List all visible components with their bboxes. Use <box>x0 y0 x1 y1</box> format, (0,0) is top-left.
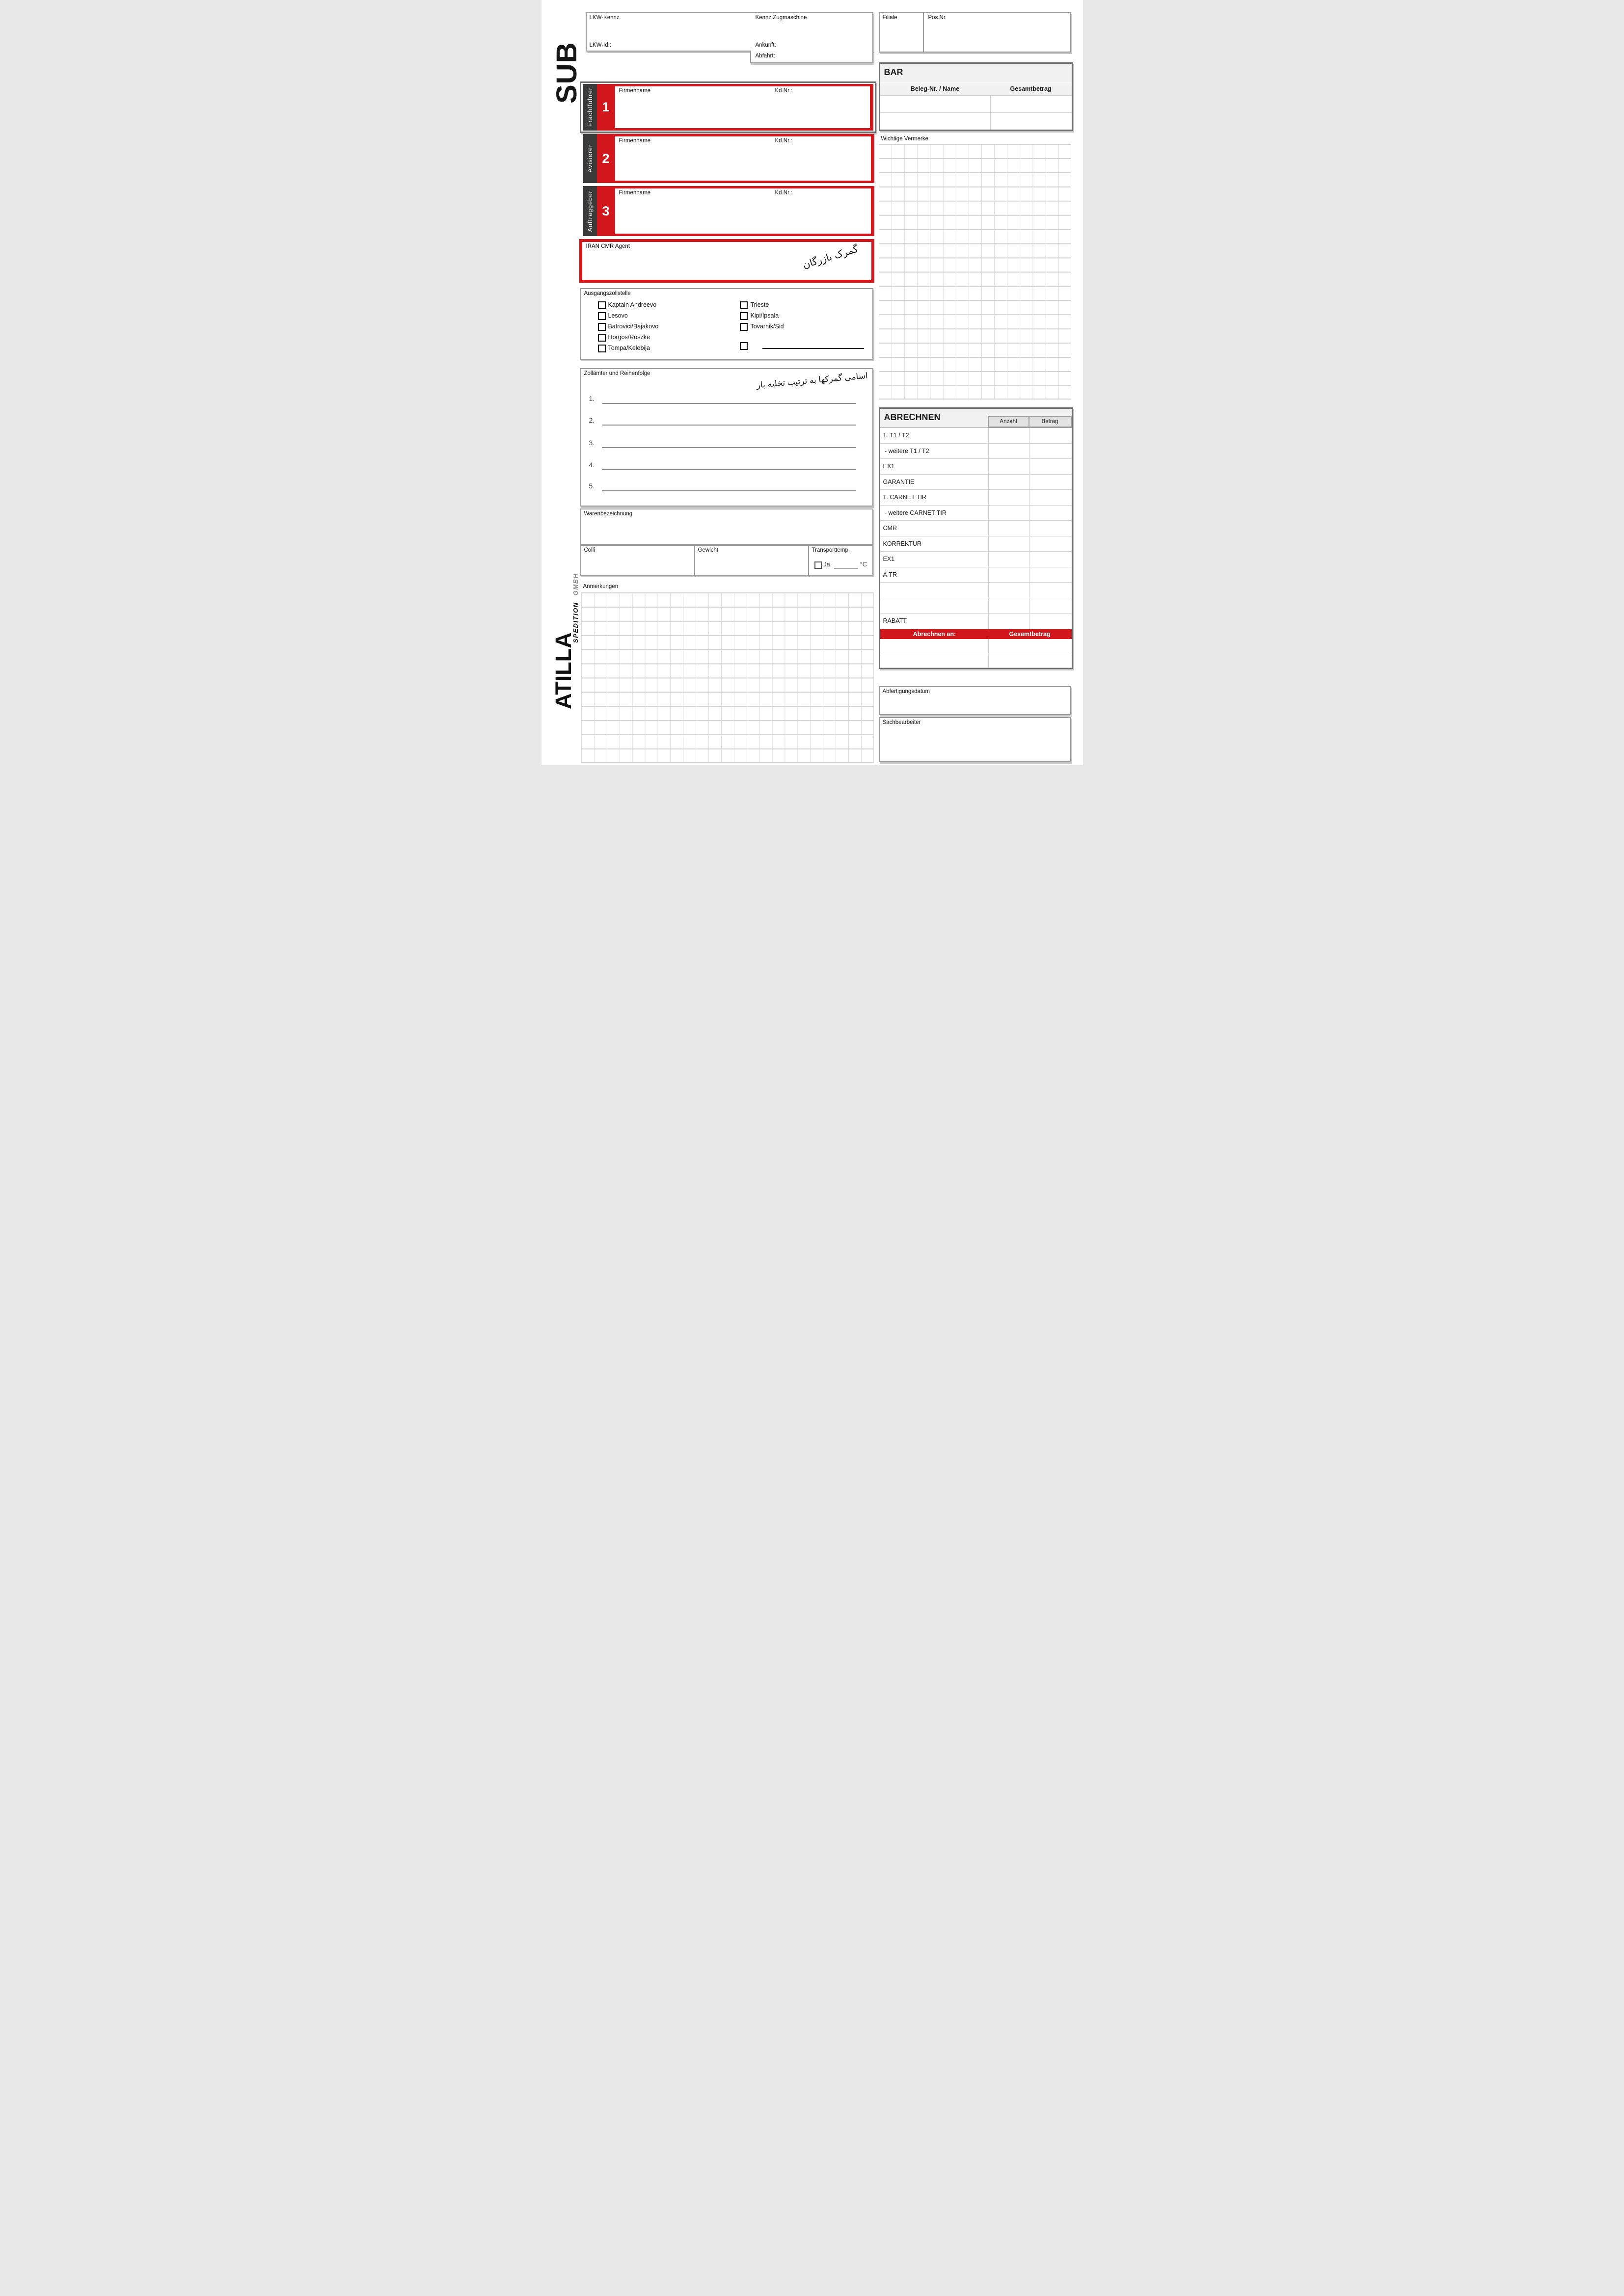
checkbox-label: Batrovici/Bajakovo <box>608 323 659 330</box>
abrechnen-body <box>880 427 1072 667</box>
betrag-cell[interactable] <box>1029 428 1072 443</box>
abrechnen-title: ABRECHNEN <box>884 412 941 422</box>
firmenname-label: Firmenname <box>619 190 651 196</box>
abrechnen-row-label: 1. CARNET TIR <box>883 494 926 501</box>
betrag-cell[interactable] <box>1029 475 1072 490</box>
abfahrt-label: Abfahrt: <box>755 53 775 59</box>
gmbh-text: GMBH <box>571 573 579 596</box>
betrag-cell[interactable] <box>1029 459 1072 474</box>
checkbox-kaptain-andreevo[interactable] <box>598 301 606 309</box>
party-number-2: 2 <box>602 151 610 166</box>
abrechnen-box <box>879 407 1073 669</box>
transporttemp-label: Transporttemp. <box>812 547 850 553</box>
colli-box[interactable] <box>580 545 695 576</box>
betrag-cell[interactable] <box>1029 614 1072 629</box>
abrechnen-row-label: - weitere T1 / T2 <box>883 447 929 454</box>
auftraggeber-tab-label: Auftraggeber <box>586 190 594 232</box>
anzahl-cell[interactable] <box>988 521 1029 536</box>
zoll-line-number: 4. <box>589 461 595 469</box>
anmerkungen-label: Anmerkungen <box>583 584 619 589</box>
anzahl-cell[interactable] <box>988 428 1029 443</box>
party-number-1: 1 <box>602 100 610 114</box>
filiale-label: Filiale <box>882 15 897 21</box>
sub-logo: SUB <box>550 42 583 104</box>
gewicht-label: Gewicht <box>698 547 719 553</box>
anzahl-cell[interactable] <box>988 598 1029 614</box>
anzahl-cell[interactable] <box>988 475 1029 490</box>
betrag-cell[interactable] <box>1029 552 1072 567</box>
checkbox-label: Lesovo <box>608 312 628 319</box>
zollaemter-label: Zollämter und Reihenfolge <box>584 371 650 376</box>
anzahl-cell[interactable] <box>988 444 1029 459</box>
checkbox-tompa-kelebija[interactable] <box>598 345 606 352</box>
abrechnen-header <box>880 409 1072 427</box>
lkw-kennz-label: LKW-Kennz. <box>589 15 621 21</box>
party-avisierer <box>583 134 874 183</box>
abrechnen-an-cell[interactable] <box>880 639 988 655</box>
kd-nr-label: Kd.Nr.: <box>775 138 792 144</box>
kd-nr-label: Kd.Nr.: <box>775 190 792 196</box>
abrechnen-row <box>880 552 1072 567</box>
atilla-logo-sub <box>572 542 580 643</box>
ankunft-label: Ankunft: <box>755 42 776 48</box>
bar-col-amount: Gesamtbetrag <box>1010 85 1052 92</box>
betrag-cell[interactable] <box>1029 536 1072 552</box>
gesamtbetrag-cell[interactable] <box>988 639 1072 655</box>
anzahl-cell[interactable] <box>988 536 1029 552</box>
colli-label: Colli <box>584 547 595 553</box>
checkbox-label: Kipi/Ipsala <box>750 312 779 319</box>
abrechnen-row-label: GARANTIE <box>883 478 915 485</box>
zoll-line-number: 3. <box>589 439 595 447</box>
spedition-text: SPEDITION <box>571 602 579 643</box>
abrechnen-empty-row <box>880 598 1072 614</box>
betrag-cell[interactable] <box>1029 506 1072 521</box>
checkbox-other-zollstelle[interactable] <box>740 342 748 350</box>
abrechnen-total-row <box>880 639 1072 655</box>
party-number-3: 3 <box>602 203 610 218</box>
abrechnen-row <box>880 428 1072 444</box>
anzahl-cell[interactable] <box>988 614 1029 629</box>
iran-cmr-agent-label: IRAN CMR Agent <box>586 243 630 249</box>
abrechnen-row <box>880 536 1072 552</box>
abrechnen-an-cell[interactable] <box>880 655 988 667</box>
abrechnen-row-label: - weitere CARNET TIR <box>883 509 947 516</box>
zoll-line-number: 2. <box>589 416 595 424</box>
frachtfuehrer-tab-label: Frachtführer <box>586 87 594 127</box>
abrechnen-row-label: KORREKTUR <box>883 540 921 547</box>
avisierer-field[interactable] <box>615 136 871 181</box>
vermerke-label: Wichtige Vermerke <box>881 136 929 142</box>
betrag-cell[interactable] <box>1029 490 1072 505</box>
abrechnen-empty-row <box>880 583 1072 598</box>
checkbox-label: Trieste <box>750 301 769 308</box>
zoll-line-5[interactable] <box>602 481 856 491</box>
sachbearbeiter-label: Sachbearbeiter <box>882 720 921 725</box>
checkbox-label: Kaptain Andreevo <box>608 301 657 308</box>
temp-value-line[interactable] <box>834 561 858 569</box>
checkbox-horgos-roeszke[interactable] <box>598 334 606 342</box>
celsius-label: °C <box>860 561 867 568</box>
bar-box <box>879 62 1073 131</box>
checkbox-trieste[interactable] <box>740 301 748 309</box>
filiale-divider <box>923 13 924 52</box>
zoll-line-number: 1. <box>589 395 595 402</box>
zoll-line-4[interactable] <box>602 459 856 470</box>
zoll-line-number: 5. <box>589 482 595 490</box>
zoll-line-2[interactable] <box>602 415 856 426</box>
firmenname-label: Firmenname <box>619 138 651 144</box>
abrechnen-row <box>880 506 1072 521</box>
bar-column-divider <box>990 95 991 130</box>
bar-column-header <box>880 83 1072 95</box>
sub-abrechnung-form <box>541 0 1083 765</box>
abrechnen-row-label: 1. T1 / T2 <box>883 432 909 439</box>
abrechnen-row <box>880 567 1072 583</box>
abrechnen-banner <box>880 629 1072 639</box>
anzahl-cell[interactable] <box>988 567 1029 583</box>
party-frachtfuehrer <box>583 84 873 131</box>
anzahl-cell[interactable] <box>988 490 1029 505</box>
auftraggeber-field[interactable] <box>615 188 871 234</box>
iran-handwriting: گمرک بازرگان <box>801 243 860 271</box>
checkbox-batrovici-bajakovo[interactable] <box>598 323 606 331</box>
ausgangszollstelle-label: Ausgangszollstelle <box>584 291 631 296</box>
abrechnen-row-label: EX1 <box>883 463 895 470</box>
checkbox-label: Tovarnik/Sid <box>750 323 784 330</box>
avisierer-tab-label: Avisierer <box>586 144 594 173</box>
gesamtbetrag-label: Gesamtbetrag <box>1009 630 1051 638</box>
anzahl-cell[interactable] <box>988 552 1029 567</box>
checkbox-tovarnik-sid[interactable] <box>740 323 748 331</box>
abrechnen-row-label: CMR <box>883 525 897 532</box>
filiale-box <box>879 12 1071 53</box>
iran-cmr-agent-box[interactable] <box>579 239 874 283</box>
anzahl-header-cell: Anzahl <box>988 416 1029 427</box>
abrechnen-row <box>880 521 1072 536</box>
checkbox-kipi-ipsala[interactable] <box>740 312 748 320</box>
zoll-line-1[interactable] <box>602 393 856 404</box>
abrechnen-row <box>880 444 1072 459</box>
anzahl-cell[interactable] <box>988 583 1029 598</box>
abrechnen-row <box>880 490 1072 506</box>
ja-label: Ja <box>823 561 830 568</box>
bar-header <box>880 64 1072 82</box>
bar-row[interactable] <box>880 112 1072 130</box>
abrechnen-row-label: RABATT <box>883 617 907 625</box>
abrechnen-row-label: A.TR <box>883 571 897 578</box>
abrechnen-row <box>880 475 1072 490</box>
firmenname-label: Firmenname <box>619 88 651 94</box>
party-auftraggeber <box>583 186 874 236</box>
checkbox-label: Tompa/Kelebija <box>608 345 650 351</box>
other-zollstelle-line[interactable] <box>762 341 864 349</box>
betrag-cell[interactable] <box>1029 583 1072 598</box>
abrechnen-an-label: Abrechnen an: <box>913 630 956 638</box>
betrag-cell[interactable] <box>1029 567 1072 583</box>
zoll-line-3[interactable] <box>602 437 856 448</box>
checkbox-label: Horgos/Röszke <box>608 334 650 341</box>
truck-info-box <box>586 12 873 52</box>
abfertigungsdatum-label: Abfertigungsdatum <box>882 689 930 694</box>
zollaemter-handwriting-text: اسامی گمرکها به ترتیب تخلیه بار <box>756 371 868 390</box>
anmerkungen-grid[interactable] <box>581 592 874 763</box>
atilla-logo: ATILLA <box>550 632 576 709</box>
abrechnen-row-label: EX1 <box>883 556 895 563</box>
pos-nr-label: Pos.Nr. <box>928 15 947 21</box>
betrag-header-cell: Betrag <box>1029 416 1072 427</box>
bar-row[interactable] <box>880 95 1072 113</box>
avisierer-tab <box>583 134 597 183</box>
lkw-id-label: LKW-Id.: <box>589 42 612 48</box>
betrag-cell[interactable] <box>1029 598 1072 614</box>
betrag-cell[interactable] <box>1029 444 1072 459</box>
frachtfuehrer-field[interactable] <box>615 86 870 128</box>
warenbezeichnung-label: Warenbezeichnung <box>584 511 633 517</box>
abrechnen-total-row <box>880 655 1072 668</box>
kd-nr-label: Kd.Nr.: <box>775 88 792 94</box>
auftraggeber-tab <box>583 186 597 236</box>
transporttemp-ja-checkbox[interactable] <box>814 561 822 569</box>
betrag-cell[interactable] <box>1029 521 1072 536</box>
checkbox-lesovo[interactable] <box>598 312 606 320</box>
frachtfuehrer-tab <box>583 84 597 131</box>
abrechnen-row <box>880 459 1072 475</box>
anzahl-cell[interactable] <box>988 459 1029 474</box>
abrechnen-row <box>880 614 1072 629</box>
gesamtbetrag-cell[interactable] <box>988 655 1072 667</box>
bar-title: BAR <box>884 67 903 77</box>
kennz-zugmaschine-label: Kennz.Zugmaschine <box>755 15 807 21</box>
bar-col-name: Beleg-Nr. / Name <box>910 85 960 92</box>
anzahl-cell[interactable] <box>988 506 1029 521</box>
vermerke-grid[interactable] <box>879 144 1071 400</box>
